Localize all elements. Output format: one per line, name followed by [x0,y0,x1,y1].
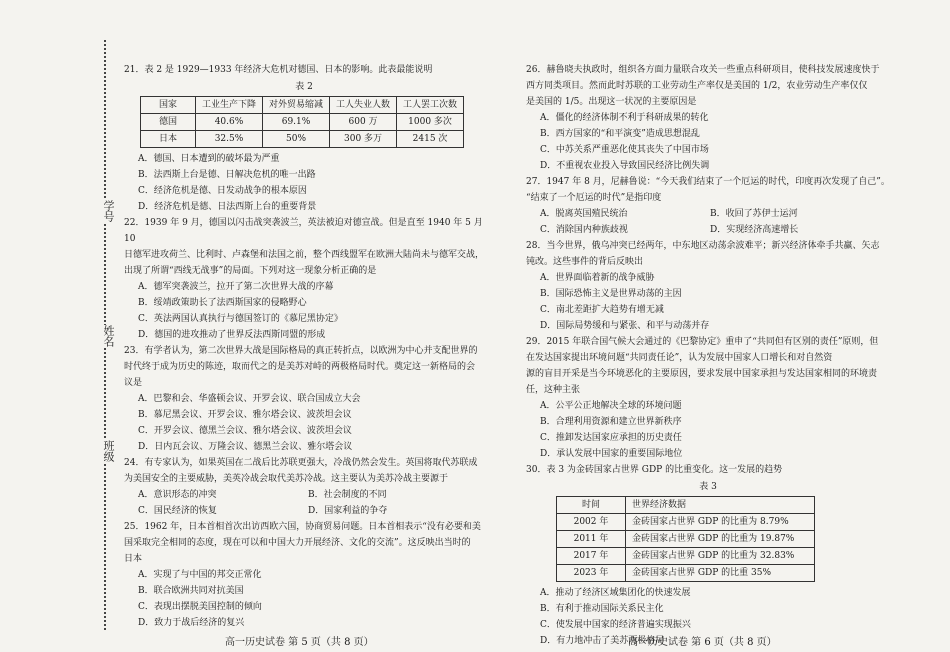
table-row [141,114,464,131]
page-footer-5: 高一历史试卷 第 5 页（共 8 页） [225,637,374,648]
table-cell: 50% [263,131,330,148]
question-stem-line: 钝改。这些事件的背后反映出 [526,257,644,267]
question-stem: 30．表 3 为金砖国家占世界 GDP 的比重变化。这一发展的趋势 [526,465,783,475]
table-cell: 69.1% [263,114,330,131]
option-a: A．德国、日本遭到的破坏最为严重 [138,154,280,164]
table-header: 对外贸易缩减 [263,97,330,114]
option-b: B．联合欧洲共同对抗美国 [138,586,244,596]
question-stem-line: 是美国的 1/5。出现这一状况的主要原因是 [526,97,697,107]
option-a: A．意识形态的冲突 [138,490,217,500]
option-a: A．世界面临着新的战争威胁 [540,273,655,283]
table-cell: 32.5% [196,131,263,148]
question-23 [124,343,484,455]
table-cell: 金砖国家占世界 GDP 的比重为 8.79% [626,514,815,531]
table-cell: 日本 [141,131,196,148]
option-b: B．西方国家的“和平演变”造成思想混乱 [540,129,700,139]
option-d: D．承认发展中国家的重要国际地位 [540,449,683,459]
question-26 [526,62,890,174]
question-stem-line: 25．1962 年，日本首相首次出访西欧六国，协商贸易问题。日本首相表示“没有必要和美 [124,522,481,532]
option-d: D．德国的进攻推动了世界反法西斯同盟的形成 [138,330,326,340]
table-cell: 德国 [141,114,196,131]
class-label: 班级 [94,440,116,462]
question-stem-line: 西方同类项目。然而此时苏联的工业劳动生产率仅是美国的 1/2，农业劳动生产率仅仅 [526,81,868,91]
option-row [540,222,890,238]
question-stem-line: “结束了一个厄运的时代”是指印度 [526,193,662,203]
table-cell: 1000 多次 [397,114,464,131]
option-c: C．国民经济的恢复 [138,506,217,516]
table-row [557,531,815,548]
option-a: A．德军突袭波兰，拉开了第二次世界大战的序幕 [138,282,334,292]
table-cell: 40.6% [196,114,263,131]
option-d: D．致力于战后经济的复兴 [138,618,245,628]
option-row [138,503,484,519]
option-c: C．推卸发达国家应承担的历史责任 [540,433,682,443]
question-stem-line: 23．有学者认为，第二次世界大战是国际格局的真正转折点，以欧洲为中心并支配世界的 [124,346,478,356]
table-caption: 表 3 [699,482,717,492]
table-cell: 2415 次 [397,131,464,148]
table-2 [140,96,464,148]
table-header-row [141,97,464,114]
option-b: B．收回了苏伊士运河 [710,209,798,219]
table-row [557,548,815,565]
table-row [141,131,464,148]
option-a: A．僵化的经济体制不利于科研成果的转化 [540,113,709,123]
option-d: D．不重视农业投入导致国民经济比例失调 [540,161,710,171]
option-b: B．有利于推动国际关系民主化 [540,604,664,614]
question-24 [124,455,484,519]
table-cell: 金砖国家占世界 GDP 的比重为 32.83% [626,548,815,565]
option-b: B．合理利用资源和建立世界新秩序 [540,417,682,427]
question-stem: 21．表 2 是 1929—1933 年经济大危机对德国、日本的影响。此表最能说明 [124,65,433,75]
question-stem-line: 日德军进攻荷兰、比利时、卢森堡和法国之前，整个西线盟军在欧洲大陆尚未与德军交战， [124,250,485,260]
question-stem-line: 源的盲目开采是当今环境恶化的主要原因，要求发展中国家承担与发达国家相同的环境责 [526,369,878,379]
option-d: D．日内瓦会议、万隆会议、德黑兰会议、雅尔塔会议 [138,442,353,452]
question-stem-line: 26．赫鲁晓夫执政时，组织各方面力量联合攻关一些重点科研项目，使科技发展速度快于 [526,65,880,75]
table-cell: 金砖国家占世界 GDP 的比重为 19.87% [626,531,815,548]
question-stem-line: 国采取完全相同的态度，现在可以和中国大力开展经济、文化的交流”。这反映出当时的 [124,538,471,548]
option-d: D．经济危机是德、日法西斯上台的重要背景 [138,202,317,212]
question-stem-line: 27．1947 年 8 月，尼赫鲁说：“今天我们结束了一个厄运的时代，印度再次发现了自己”。 [526,177,890,187]
question-28 [526,238,890,334]
question-stem-line: 为美国安全的主要威胁，美英冷战会取代美苏冷战。这主要认为美苏冷战主要源于 [124,474,449,484]
question-stem-line: 任，这种主张 [526,385,581,395]
option-d: D．国际局势缓和与紧张、和平与动荡并存 [540,321,710,331]
option-c: C．经济危机是德、日发动战争的根本原因 [138,186,307,196]
table-header: 工人罢工次数 [397,97,464,114]
question-21 [124,62,484,215]
option-b: B．慕尼黑会议、开罗会议、雅尔塔会议、波茨坦会议 [138,410,352,420]
option-b: B．国际恐怖主义是世界动荡的主因 [540,289,682,299]
question-stem-line: 出现了所谓“西线无战事”的局面。下列对这一现象分析正确的是 [124,266,377,276]
option-c: C．英法两国认真执行与德国签订的《慕尼黑协定》 [138,314,343,324]
option-b: B．法西斯上台是德、日解决危机的唯一出路 [138,170,316,180]
option-d: D．国家利益的争夺 [308,506,388,516]
table-caption: 表 2 [295,82,313,92]
option-c: C．南北差距扩大趋势有增无减 [540,305,664,315]
option-c: C．使发展中国家的经济普遍实现振兴 [540,620,691,630]
table-header: 国家 [141,97,196,114]
table-cell: 300 多万 [330,131,397,148]
table-header-row [557,497,815,514]
table-header: 时间 [557,497,626,514]
question-30 [526,462,890,649]
table-cell: 2011 年 [557,531,626,548]
table-header: 世界经济数据 [626,497,815,514]
question-27 [526,174,890,238]
table-cell: 600 万 [330,114,397,131]
table-cell: 2002 年 [557,514,626,531]
table-3 [556,496,815,582]
page-6-column [526,62,890,649]
option-a: A．推动了经济区域集团化的快速发展 [540,588,691,598]
table-header: 工人失业人数 [330,97,397,114]
question-stem-line: 22．1939 年 9 月，德国以闪击战突袭波兰，英法被迫对德宣战。但是直至 1940 年 5 月 10 [124,218,483,244]
option-c: C．开罗会议、德黑兰会议、雅尔塔会议、波茨坦会议 [138,426,352,436]
question-25 [124,519,484,631]
table-cell: 2017 年 [557,548,626,565]
question-29 [526,334,890,462]
name-label: 姓名 [94,325,116,347]
option-a: A．脱离英国殖民统治 [540,209,628,219]
student-id-label: 学号 [94,200,116,222]
question-stem-line: 24．有专家认为，如果英国在二战后比苏联更强大，冷战仍然会发生。英国将取代苏联成 [124,458,478,468]
option-b: B．绥靖政策助长了法西斯国家的侵略野心 [138,298,307,308]
question-stem-line: 28．当今世界，俄乌冲突已经两年，中东地区动荡余波难平；新兴经济体牵手共赢、矢志 [526,241,880,251]
question-stem-line: 时代终于成为历史的陈迹，取而代之的是美苏对峙的两极格局时代。奠定这一新格局的会 [124,362,476,372]
option-a: A．实现了与中国的邦交正常化 [138,570,262,580]
option-row [138,487,484,503]
table-row [557,565,815,582]
option-c: C．消除国内种族歧视 [540,225,628,235]
table-cell: 金砖国家占世界 GDP 的比重 35% [626,565,815,582]
option-c: C．表现出摆脱美国控制的倾向 [138,602,262,612]
option-c: C．中苏关系严重恶化使其丧失了中国市场 [540,145,709,155]
question-22 [124,215,484,343]
option-a: A．公平公正地解决全球的环境问题 [540,401,682,411]
table-cell: 2023 年 [557,565,626,582]
page-footer-6: 高一历史试卷 第 6 页（共 8 页） [628,637,777,648]
question-stem-line: 日本 [124,554,143,564]
table-row [557,514,815,531]
question-stem-line: 议是 [124,378,143,388]
question-stem-line: 在发达国家提出环境问题“共同责任论”，认为发展中国家人口增长和对自然资 [526,353,833,363]
option-row [540,206,890,222]
page-5-column [124,62,484,631]
binding-margin [92,40,118,630]
option-b: B．社会制度的不同 [308,490,387,500]
option-d: D．实现经济高速增长 [710,225,799,235]
table-header: 工业生产下降 [196,97,263,114]
option-a: A．巴黎和会、华盛顿会议、开罗会议、联合国成立大会 [138,394,361,404]
option-d: D．有力地冲击了美苏两极格局 [540,636,665,646]
question-stem-line: 29．2015 年联合国气候大会通过的《巴黎协定》重申了“共同但有区别的责任”原则，但 [526,337,879,347]
